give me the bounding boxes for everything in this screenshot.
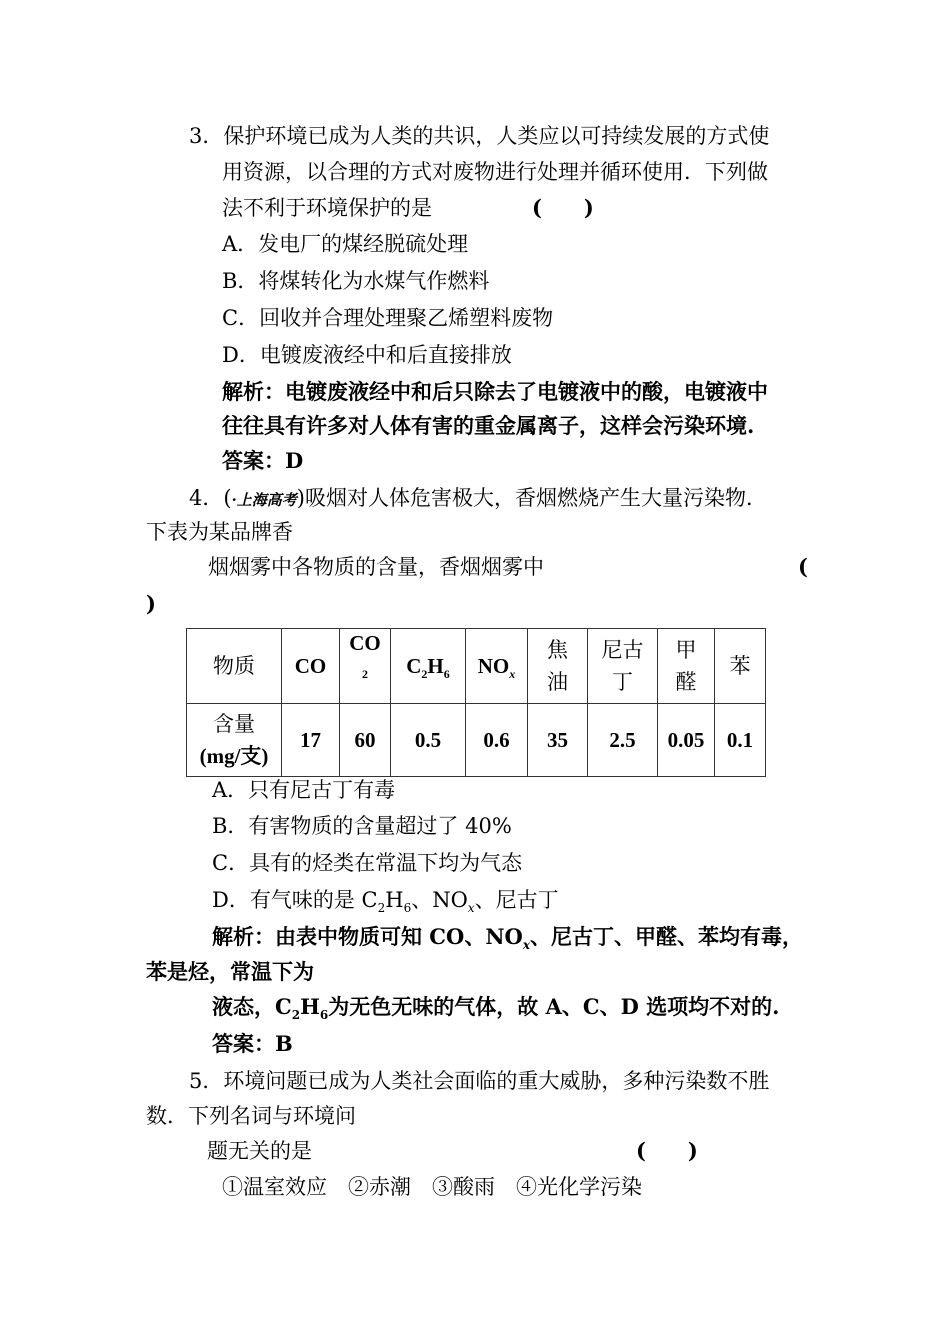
c2h6-h: H <box>427 654 444 678</box>
q4-analysis3-sub2: 6 <box>319 1008 329 1023</box>
q4-analysis3-pre: 液态，C <box>212 994 292 1019</box>
q3-stem-line2: 用资源，以合理的方式对废物进行处理并循环使用．下列做 <box>222 160 768 184</box>
q4-option-a: A．只有尼古丁有毒 <box>212 778 396 802</box>
q4-paren-open: ( <box>798 554 808 579</box>
q4-analysis-x: x <box>522 938 530 953</box>
label-content-b: (mg/支) <box>199 744 269 768</box>
q4-analysis3-post: 为无色无味的气体，故 A、C、D 选项均不对的. <box>328 994 780 1019</box>
header-co: CO <box>282 629 340 704</box>
smoke-content-table <box>186 628 766 777</box>
nicotine-b: 丁 <box>612 670 633 694</box>
q4-source: ·上海高考 <box>231 491 297 509</box>
header-substance: 物质 <box>187 629 282 704</box>
q4-option-d <box>212 886 559 914</box>
q4-d-x: x <box>467 901 475 916</box>
value-co: 17 <box>282 704 340 777</box>
q4-analysis-post: 、尼古丁、甲醛、苯均有毒， <box>529 924 803 949</box>
header-nox <box>466 629 528 704</box>
q4-stem-line1 <box>189 484 767 514</box>
q5-stem-line2: 数．下列名词与环境问 <box>146 1104 356 1128</box>
q4-stem-line2: 下表为某品牌香 <box>146 520 293 544</box>
table-row-substance <box>187 629 766 704</box>
q3-option-b: B．将煤转化为水煤气作燃料 <box>222 269 490 293</box>
value-co2: 60 <box>340 704 391 777</box>
q3-stem-line3: 法不利于环境保护的是 <box>222 196 432 220</box>
header-nicotine <box>588 629 658 704</box>
q4-number: 4．( <box>189 486 232 510</box>
q3-analysis-line2: 往往具有许多对人体有害的重金属离子，这样会污染环境. <box>222 413 755 438</box>
q4-analysis-line2: 苯是烃，常温下为 <box>146 959 314 984</box>
header-co2-sub: 2 <box>362 667 368 681</box>
q4-answer: 答案：B <box>212 1031 293 1056</box>
formaldehyde-b: 醛 <box>675 670 697 694</box>
q3-option-c: C．回收并合理处理聚乙烯塑料废物 <box>222 306 554 330</box>
q4-analysis3-h: H <box>300 994 320 1019</box>
value-formaldehyde: 0.05 <box>658 704 715 777</box>
c2h6-c: C <box>406 654 422 678</box>
header-formaldehyde <box>658 629 715 704</box>
nox-x: x <box>509 667 516 682</box>
q3-answer-paren: ( ) <box>532 195 594 220</box>
q4-option-b: B．有害物质的含量超过了 40% <box>212 814 512 838</box>
header-co2-main: CO <box>349 631 381 655</box>
c2h6-sub2: 6 <box>443 667 450 682</box>
nicotine-a: 尼古 <box>601 638 644 662</box>
q4-stem-line3: 烟烟雾中各物质的含量，香烟烟雾中 <box>208 555 544 579</box>
q5-items: ①温室效应 ②赤潮 ③酸雨 ④光化学污染 <box>222 1175 642 1199</box>
c2h6-sub1: 2 <box>421 667 428 682</box>
q5-answer-paren: ( ) <box>636 1138 698 1163</box>
q3-option-a: A．发电厂的煤经脱硫处理 <box>222 232 469 256</box>
q4-d-h: H <box>385 888 404 912</box>
tar-b: 油 <box>547 670 568 694</box>
q4-analysis-pre: 解析：由表中物质可知 CO、NO <box>212 924 523 949</box>
header-tar <box>528 629 588 704</box>
tar-a: 焦 <box>547 638 568 662</box>
q4-option-c: C．具有的烃类在常温下均为气态 <box>212 851 523 875</box>
q4-paren-close: ) <box>146 591 156 616</box>
header-c2h6 <box>391 629 466 704</box>
value-c2h6: 0.5 <box>391 704 466 777</box>
value-benzene: 0.1 <box>715 704 766 777</box>
q4-d-sub1: 2 <box>377 901 386 916</box>
q4-d-mid: 、NO <box>411 888 468 912</box>
header-benzene: 苯 <box>715 629 766 704</box>
q4-analysis-line3 <box>212 993 779 1021</box>
value-tar: 35 <box>528 704 588 777</box>
q4-analysis3-sub1: 2 <box>291 1008 301 1023</box>
q4-d-pre: D．有气味的是 C <box>212 888 378 912</box>
nox-no: NO <box>477 654 510 678</box>
q3-option-d: D．电镀废液经中和后直接排放 <box>222 343 512 367</box>
value-nox: 0.6 <box>466 704 528 777</box>
q3-answer: 答案：D <box>222 448 304 473</box>
q4-stem-line1-rest: )吸烟对人体危害极大，香烟燃烧产生大量污染物． <box>296 486 767 510</box>
q4-d-post: 、尼古丁 <box>474 888 559 912</box>
header-co2 <box>340 629 391 704</box>
q5-stem-line3: 题无关的是 <box>207 1139 312 1163</box>
formaldehyde-a: 甲 <box>675 638 697 662</box>
table-row-content <box>187 704 766 777</box>
label-content <box>187 704 282 777</box>
q4-analysis-line1 <box>212 923 803 951</box>
q5-stem-line1: 5．环境问题已成为人类社会面临的重大威胁，多种污染数不胜 <box>189 1069 770 1093</box>
label-content-a: 含量 <box>213 712 255 736</box>
q4-d-sub2: 6 <box>403 901 412 916</box>
value-nicotine: 2.5 <box>588 704 658 777</box>
q3-analysis-line1: 解析：电镀废液经中和后只除去了电镀液中的酸，电镀液中 <box>222 379 768 404</box>
q3-stem-line1: 3．保护环境已成为人类的共识，人类应以可持续发展的方式使 <box>189 124 770 148</box>
